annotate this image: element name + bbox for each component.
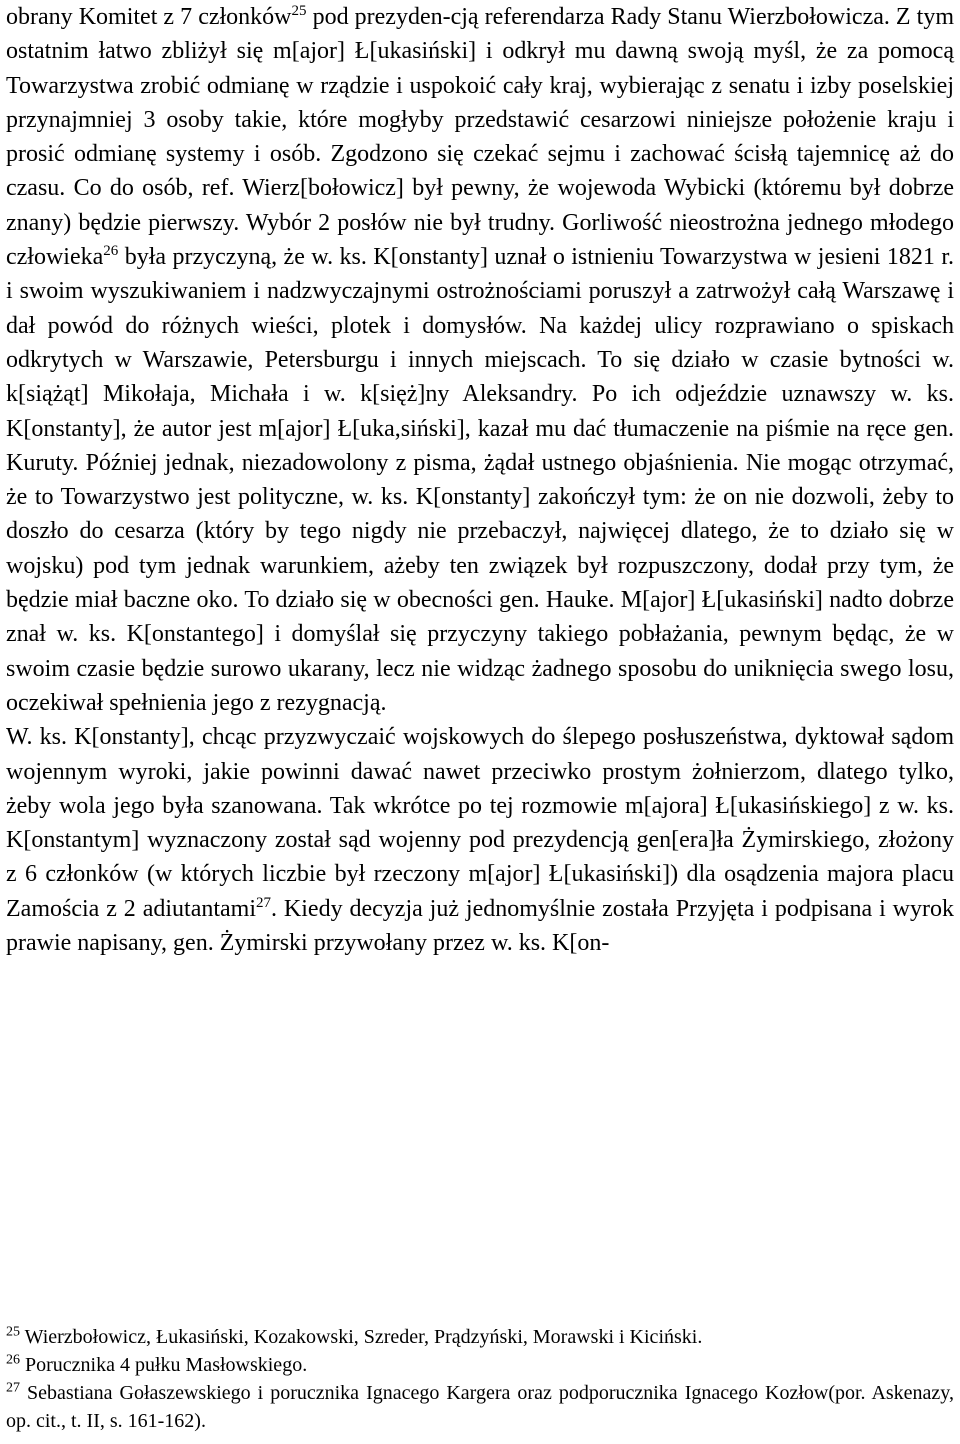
paragraph-1-part-a: obrany Komitet z 7 członków xyxy=(6,4,292,30)
footnotes-section xyxy=(6,1323,954,1435)
paragraph-2-part-a: W. ks. K[onstanty], chcąc przyzwyczaić wojskowych do ślepego posłuszeństwa, dyktował sądom wojennym wyroki, jakie powinni dawać nawet przeciwko prostym żołnierzom, dlatego tylko, żeby wola jego była szanowana. Tak wkrótce po tej rozmowie m[ajora] Ł[ukasińskiego] z w. ks. K[onstantym] wyznaczony został sąd wojenny pod prezydencją gen[era]ła Żymirskiego, złożony z 6 członków (w których liczbie był rzeczony m[ajor] Ł[ukasiński]) dla osądzenia majora placu Zamościa z 2 adiutantami xyxy=(6,724,954,922)
footnote-number: 27 xyxy=(6,1380,20,1396)
paragraph-2 xyxy=(6,720,954,960)
footnote-27 xyxy=(6,1379,954,1435)
footnote-26 xyxy=(6,1351,954,1379)
page-body xyxy=(6,0,954,960)
footnote-25 xyxy=(6,1323,954,1351)
footnote-ref-26[interactable]: 26 xyxy=(103,243,119,260)
footnote-text: Sebastiana Gołaszewskiego i porucznika Ignacego Kargera oraz podporucznika Ignacego Kozłow(por. Askenazy, op. cit., t. II, s. 161-162). xyxy=(6,1382,954,1432)
footnote-number: 25 xyxy=(6,1324,20,1340)
paragraph-1 xyxy=(6,0,954,720)
main-text xyxy=(6,0,954,960)
footnote-ref-27[interactable]: 27 xyxy=(256,894,271,911)
footnote-text: Wierzbołowicz, Łukasiński, Kozakowski, Szreder, Prądzyński, Morawski i Kiciński. xyxy=(20,1326,703,1348)
paragraph-2-part-b: . Kiedy decyzja już jednomyślnie została Przyjęta i podpisana i wyrok prawie napisany, gen. Żymirski przywołany przez w. ks. K[on- xyxy=(6,895,954,957)
paragraph-1-part-c: była przyczyną, że w. ks. K[onstanty] uznał o istnieniu Towarzystwa w jesieni 1821 r. i swoim wyszukiwaniem i nadzwyczajnymi ostrożnościami poruszył a zatrwożył całą Warszawę i dał powód do różnych wieści, plotek i domysłów. Na każdej ulicy rozprawiano o spiskach odkrytych w Warszawie, Petersburgu i innych miejscach. To się działo w czasie bytności w. k[siążąt] Mikołaja, Michała i w. k[sięż]ny Aleksandry. Po ich odjeździe uznawszy w. ks. K[onstanty], że autor jest m[ajor] Ł[uka,siński], kazał mu dać tłumaczenie na piśmie na ręce gen. Kuruty. Później jednak, niezadowolony z pisma, żądał ustnego objaśnienia. Nie mogąc otrzymać, że to Towarzystwo jest polityczne, w. ks. K[onstanty] zakończył tym: że on nie dozwoli, żeby to doszło do cesarza (który by tego nigdy nie przebaczył, najwięcej dlatego, że to działo się w wojsku) pod tym jednak warunkiem, ażeby ten związek był rozpuszczony, dodał przy tym, że będzie miał baczne oko. To działo się w obecności gen. Hauke. M[ajor] Ł[ukasiński] nadto dobrze znał w. ks. K[onstantego] i domyślał się przyczyny takiego pobłażania, pewnym będąc, że w swoim czasie będzie surowo ukarany, lecz nie widząc żadnego sposobu do uniknięcia swego losu, oczekiwał spełnienia jego z rezygnacją. xyxy=(6,244,954,716)
paragraph-1-part-b: pod prezyden-cją referendarza Rady Stanu Wierzbołowicza. Z tym ostatnim łatwo zbliżył się m[ajor] Ł[ukasiński] i odkrył mu dawną swoją myśl, że za pomocą Towarzystwa zrobić odmianę w rządzie i uspokoić cały kraj, wybierając z senatu i izby poselskiej przynajmniej 3 osoby takie, które mogłyby przedstawić cesarzowi niniejsze położenie kraju i prosić odmianę systemy i osób. Zgodzono się czekać sejmu i zachować ścisłą tajemnicę aż do czasu. Co do osób, ref. Wierz[bołowicz] był pewny, że wojewoda Wybicki (któremu był dobrze znany) będzie pierwszy. Wybór 2 posłów nie był trudny. Gorliwość nieostrożna jednego młodego człowieka xyxy=(6,4,954,271)
footnote-number: 26 xyxy=(6,1352,20,1368)
footnote-ref-25[interactable]: 25 xyxy=(291,3,307,19)
footnote-text: Porucznika 4 pułku Masłowskiego. xyxy=(20,1354,308,1376)
